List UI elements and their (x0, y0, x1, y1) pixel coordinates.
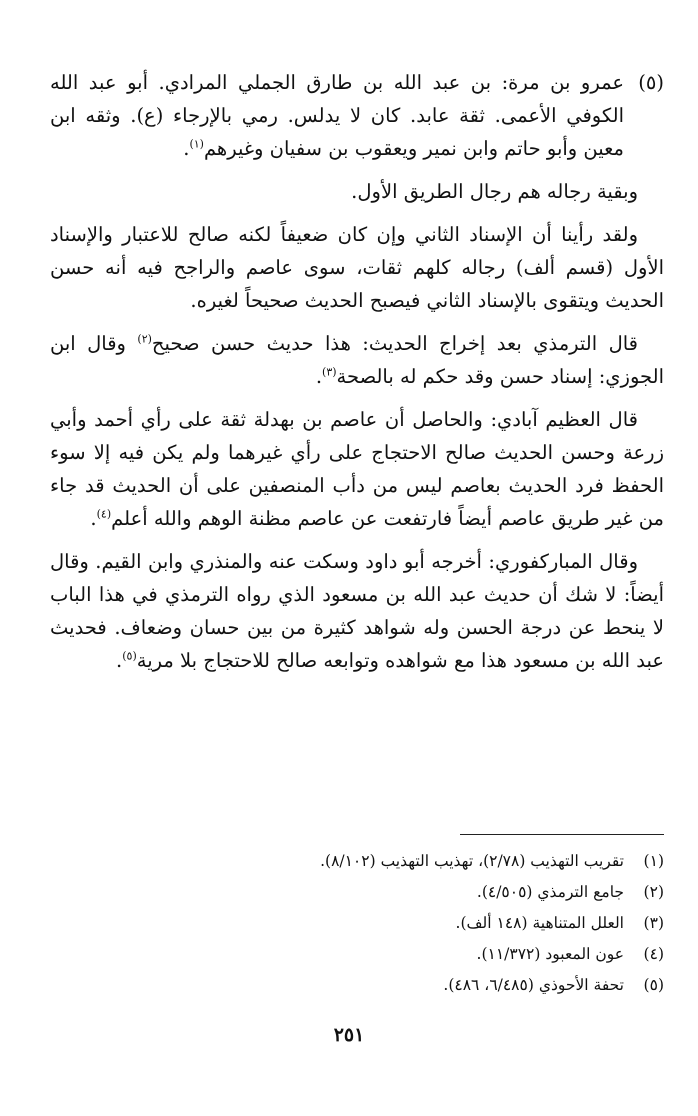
paragraph-2-text: ولقد رأينا أن الإسناد الثاني وإن كان ضعيفاً لكنه صالح للاعتبار والإسناد الأول (قسم ألف) رجاله كلهم ثقات، سوى عاصم والراجح فيه أنه حسن الحديث ويتقوى بالإسناد الثاني فيصبح الحديث صحيحاً لغيره. (50, 223, 664, 312)
paragraph-5-end: . (116, 649, 123, 672)
paragraph-5-text: وقال المباركفوري: أخرجه أبو داود وسكت عنه والمنذري وابن القيم. وقال أيضاً: لا شك أن حديث عبد الله بن مسعود الذي رواه الترمذي في هذا الباب لا ينحط عن درجة الحسن وله شواهد كثيرة من بين حسان وضعاف. فحديث عبد الله بن مسعود هذا مع شواهده وتوابعه صالح للاحتجاج بلا مرية (50, 550, 664, 672)
main-text (50, 66, 664, 687)
paragraph-2 (50, 218, 664, 317)
paragraph-4-text: قال العظيم آبادي: والحاصل أن عاصم بن بهدلة ثقة على رأي أحمد وأبي زرعة وحسن الحديث صالح الاحتجاج على رأي غيرهما ولم يكن فيه إلا سوء الحفظ فرد الحديث بعاصم ليس من دأب المنصفين على أن الحديث قد جاء من غير طريق عاصم أيضاً فارتفعت عن عاصم مظنة الوهم والله أعلم (50, 408, 664, 530)
narrator-entry (50, 66, 664, 165)
footnote-number: (١) (643, 852, 664, 870)
footnote-text: العلل المتناهية (١٤٨ ألف). (455, 914, 624, 932)
paragraph-3 (50, 327, 664, 393)
footnote-ref-3: (٣) (322, 365, 337, 379)
footnote-item (50, 910, 664, 941)
footnote-text: تحفة الأحوذي (٦/٤٨٥، ٤٨٦). (443, 976, 624, 994)
footnote-ref-2: (٢) (137, 332, 152, 346)
footnote-ref-5: (٥) (122, 649, 137, 663)
page-number: ٢٥١ (333, 1024, 365, 1046)
paragraph-1 (50, 175, 664, 208)
footnote-ref-1: (١) (189, 137, 204, 151)
paragraph-5 (50, 545, 664, 677)
paragraph-3-end: . (315, 365, 323, 388)
footnote-ref-4: (٤) (96, 507, 112, 521)
footnote-number: (٥) (643, 976, 664, 994)
footnote-item (50, 972, 664, 1003)
paragraph-3-text-b: وقال ابن الجوزي: إسناد حسن وقد حكم له بالصحة (50, 332, 664, 388)
entry-text: عمرو بن مرة: بن عبد الله بن طارق الجملي المرادي. أبو عبد الله الكوفي الأعمى. ثقة عابد. كان لا يدلس. رمي بالإرجاء (ع). وثقه ابن معين وأبو حاتم وابن نمير ويعقوب بن سفيان وغيرهم (50, 71, 624, 160)
paragraph-3-text-a: قال الترمذي بعد إخراج الحديث: هذا حديث حسن صحيح (151, 332, 639, 355)
footnote-item (50, 879, 664, 910)
footnote-divider (460, 834, 664, 835)
footnote-number: (٤) (643, 945, 664, 963)
footnote-text: عون المعبود (١١/٣٧٢). (476, 945, 624, 963)
footnotes (50, 848, 664, 1003)
footnote-item (50, 848, 664, 879)
footnote-text: جامع الترمذي (٤/٥٠٥). (476, 883, 624, 901)
footnote-text: تقريب التهذيب (٢/٧٨)، تهذيب التهذيب (٨/١٠٢). (320, 852, 624, 870)
paragraph-4-end: . (90, 507, 97, 530)
entry-number: (٥) (638, 71, 664, 94)
footnote-number: (٢) (643, 883, 664, 901)
footnote-item (50, 941, 664, 972)
paragraph-1-text: وبقية رجاله هم رجال الطريق الأول. (351, 180, 638, 203)
footnote-number: (٣) (643, 914, 664, 932)
paragraph-4 (50, 403, 664, 535)
entry-end: . (183, 137, 190, 160)
